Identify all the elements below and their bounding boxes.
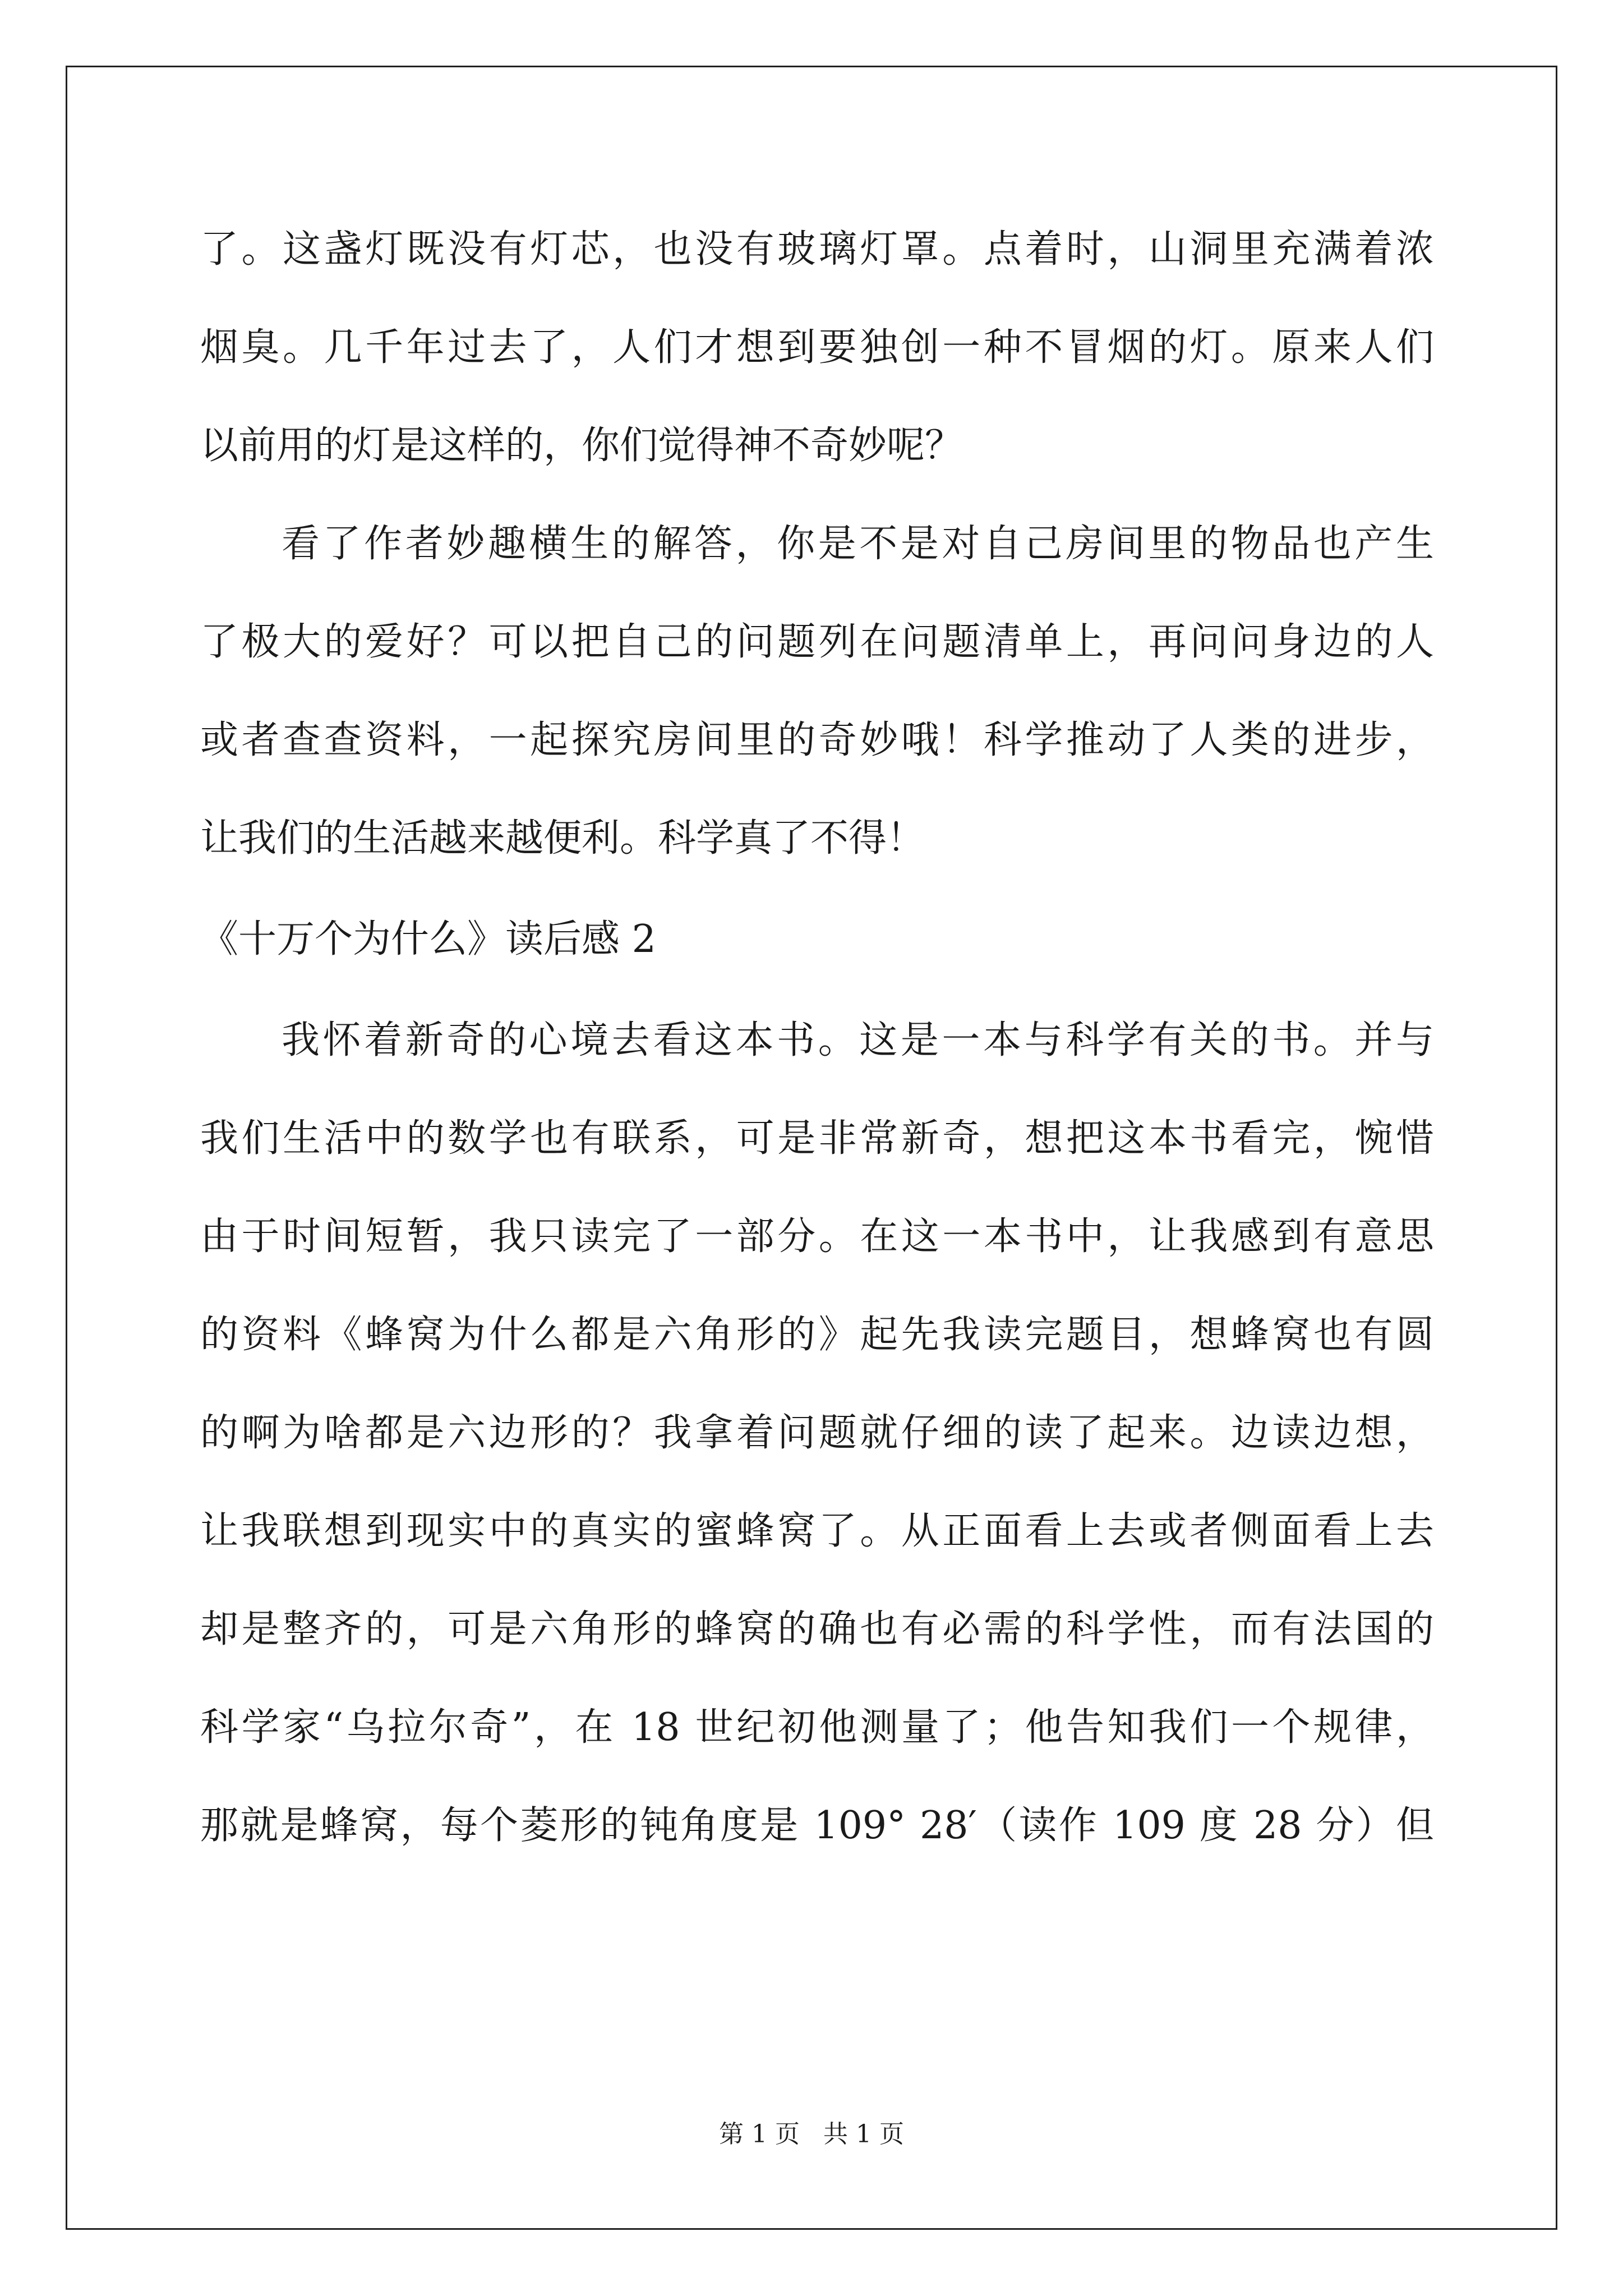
paragraph-line: 让我们的生活越来越便利。科学真了不得！	[200, 816, 925, 861]
section-heading: 《十万个为什么》读后感 2	[200, 917, 656, 961]
paragraph-line: 我们生活中的数学也有联系，可是非常新奇，想把这本书看完，惋惜	[200, 1116, 1434, 1161]
paragraph-line: 由于时间短暂，我只读完了一部分。在这一本书中，让我感到有意思	[200, 1214, 1434, 1259]
paragraph-line: 却是整齐的，可是六角形的蜂窝的确也有必需的科学性，而有法国的	[200, 1607, 1434, 1651]
paragraph-line: 那就是蜂窝，每个菱形的钝角度是 109° 28′（读作 109 度 28 分）但	[200, 1803, 1434, 1848]
paragraph-line: 的啊为啥都是六边形的？我拿着问题就仔细的读了起来。边读边想，	[200, 1411, 1434, 1455]
paragraph-line: 了极大的爱好？可以把自己的问题列在问题清单上，再问问身边的人	[200, 620, 1434, 664]
page-number-footer: 第 1 页 共 1 页	[719, 2120, 904, 2148]
paragraph-line: 我怀着新奇的心境去看这本书。这是一本与科学有关的书。并与	[282, 1018, 1434, 1062]
paragraph-line: 或者查查资料，一起探究房间里的奇妙哦！科学推动了人类的进步，	[200, 718, 1434, 762]
paragraph-line: 科学家“乌拉尔奇”，在 18 世纪初他测量了；他告知我们一个规律，	[200, 1705, 1434, 1750]
paragraph-line: 的资料《蜂窝为什么都是六角形的》起先我读完题目，想蜂窝也有圆	[200, 1313, 1434, 1357]
paragraph-line: 烟臭。几千年过去了，人们才想到要独创一种不冒烟的灯。原来人们	[200, 325, 1434, 370]
paragraph-line: 以前用的灯是这样的，你们觉得神不奇妙呢？	[200, 424, 963, 468]
paragraph-line: 让我联想到现实中的真实的蜜蜂窝了。从正面看上去或者侧面看上去	[200, 1509, 1434, 1553]
paragraph-line: 了。这盏灯既没有灯芯，也没有玻璃灯罩。点着时，山洞里充满着浓	[200, 227, 1434, 272]
paragraph-line: 看了作者妙趣横生的解答，你是不是对自己房间里的物品也产生	[282, 522, 1434, 566]
